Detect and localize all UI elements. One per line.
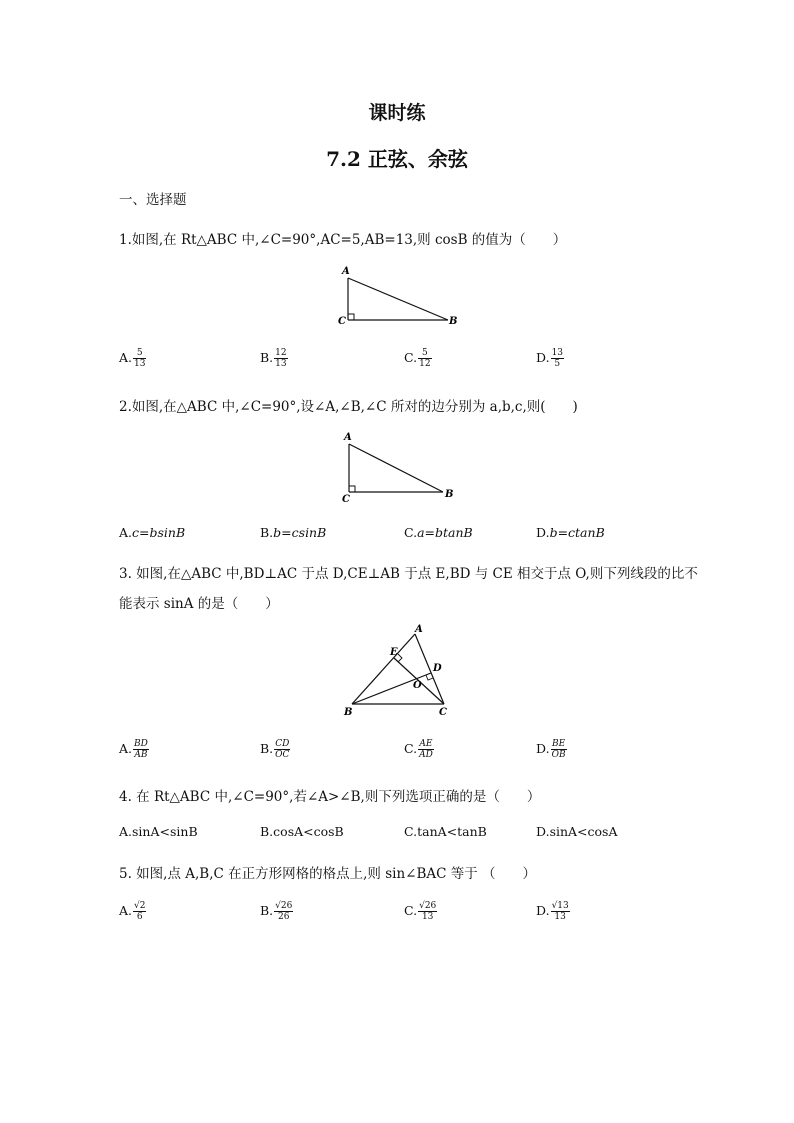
- option-denominator: 6: [136, 912, 143, 922]
- option-letter: B.: [260, 525, 274, 540]
- question-3-text-line1: 3. 如图,在△ABC 中,BD⊥AC 于点 D,CE⊥AB 于点 E,BD 与 CE 相交于点 O,则下列线段的比不: [119, 566, 698, 582]
- option-letter: C.: [404, 525, 418, 540]
- option-letter: B.: [260, 903, 274, 918]
- option-letter: A.: [119, 824, 133, 839]
- option-letter: D.: [536, 741, 550, 756]
- option-numerator: 13: [551, 348, 564, 358]
- option-text: b=ctanB: [549, 525, 605, 540]
- option-letter: C.: [404, 741, 418, 756]
- label-b: B: [449, 316, 458, 327]
- q4-option-c[interactable]: [404, 824, 487, 839]
- option-letter: D.: [536, 350, 550, 365]
- q5-option-c[interactable]: [404, 901, 437, 922]
- q4-option-a[interactable]: [119, 824, 198, 839]
- option-numerator: CD: [275, 739, 290, 749]
- option-denominator: OB: [551, 750, 566, 760]
- q3-option-a[interactable]: [119, 739, 149, 760]
- q3-option-c[interactable]: [404, 739, 434, 760]
- right-angle-mark: [349, 486, 355, 492]
- option-numerator: √26: [419, 901, 437, 911]
- option-denominator: 13: [554, 912, 566, 922]
- option-letter: C.: [404, 350, 418, 365]
- option-letter: B.: [260, 824, 274, 839]
- option-text: sinA<sinB: [132, 824, 198, 839]
- q2-option-b[interactable]: [260, 525, 326, 540]
- right-angle-mark: [348, 314, 354, 320]
- q1-option-c[interactable]: [404, 348, 432, 369]
- option-text: tanA<tanB: [417, 824, 487, 839]
- label-b: B: [445, 489, 454, 500]
- q5-option-b[interactable]: [260, 901, 293, 922]
- option-letter: A.: [119, 350, 133, 365]
- option-denominator: OC: [275, 750, 290, 760]
- lesson-subtitle: 7.2 正弦、余弦: [326, 147, 468, 171]
- option-letter: D.: [536, 824, 550, 839]
- option-numerator: BD: [134, 739, 148, 749]
- label-e: E: [390, 647, 398, 658]
- option-letter: A.: [119, 525, 133, 540]
- q5-option-a[interactable]: [119, 901, 146, 922]
- option-numerator: AE: [419, 739, 433, 749]
- option-letter: B.: [260, 741, 274, 756]
- side-ab: [348, 278, 448, 320]
- q2-option-c[interactable]: [404, 525, 473, 540]
- option-letter: A.: [119, 903, 133, 918]
- option-numerator: √13: [551, 901, 569, 911]
- q1-option-a[interactable]: [119, 348, 146, 369]
- page-title: 课时练: [368, 102, 426, 124]
- option-denominator: 5: [554, 359, 561, 369]
- option-letter: D.: [536, 525, 550, 540]
- label-d: D: [433, 663, 442, 674]
- label-c: C: [439, 707, 447, 718]
- option-text: a=btanB: [417, 525, 473, 540]
- option-text: sinA<cosA: [549, 824, 618, 839]
- option-numerator: BE: [551, 739, 566, 749]
- option-denominator: AD: [419, 750, 433, 760]
- q1-option-d[interactable]: [536, 348, 564, 369]
- side-ab: [349, 444, 443, 492]
- question-3-text-line2: 能表示 sinA 的是（ ）: [119, 596, 279, 612]
- label-c: C: [338, 316, 346, 327]
- option-text: cosA<cosB: [273, 824, 344, 839]
- q2-option-d[interactable]: [536, 525, 605, 540]
- option-text: b=csinB: [273, 525, 327, 540]
- option-numerator: 5: [418, 348, 431, 359]
- question-1-figure: [330, 262, 465, 332]
- option-numerator: 12: [275, 348, 287, 358]
- option-denominator: AB: [134, 750, 148, 760]
- q4-option-b[interactable]: [260, 824, 344, 839]
- option-letter: C.: [404, 824, 418, 839]
- label-b: B: [344, 707, 353, 718]
- label-a: A: [415, 624, 423, 635]
- question-2-text: 2.如图,在△ABC 中,∠C=90°,设∠A,∠B,∠C 所对的边分别为 a,b,c,则( ): [119, 399, 578, 415]
- option-numerator: √2: [134, 901, 146, 911]
- question-3-figure: [335, 622, 465, 722]
- option-denominator: 13: [134, 359, 146, 369]
- q2-option-a[interactable]: [119, 525, 185, 540]
- question-5-text: 5. 如图,点 A,B,C 在正方形网格的格点上,则 sin∠BAC 等于 （ ）: [119, 866, 537, 882]
- question-1-text: 1.如图,在 Rt△ABC 中,∠C=90°,AC=5,AB=13,则 cosB 的值为（ ）: [119, 232, 567, 248]
- section-heading: 一、选择题: [119, 192, 187, 208]
- q4-option-d[interactable]: [536, 824, 618, 839]
- option-text: c=bsinB: [132, 525, 186, 540]
- question-2-figure: [330, 430, 465, 505]
- option-letter: B.: [260, 350, 274, 365]
- q1-option-b[interactable]: [260, 348, 288, 369]
- q3-option-d[interactable]: [536, 739, 567, 760]
- question-4-text: 4. 在 Rt△ABC 中,∠C=90°,若∠A>∠B,则下列选项正确的是（ ）: [119, 789, 541, 805]
- option-numerator: √26: [275, 901, 293, 911]
- option-letter: A.: [119, 741, 133, 756]
- option-letter: C.: [404, 903, 418, 918]
- option-denominator: 12: [419, 359, 431, 369]
- option-numerator: 5: [133, 348, 146, 359]
- right-angle-mark-e: [398, 654, 402, 662]
- option-letter: D.: [536, 903, 550, 918]
- option-denominator: 13: [275, 359, 287, 369]
- label-a: A: [344, 432, 352, 443]
- option-denominator: 13: [421, 912, 434, 922]
- label-o: O: [413, 680, 422, 691]
- q5-option-d[interactable]: [536, 901, 570, 922]
- option-denominator: 26: [278, 912, 290, 922]
- q3-option-b[interactable]: [260, 739, 290, 760]
- label-a: A: [342, 266, 350, 277]
- label-c: C: [342, 494, 350, 505]
